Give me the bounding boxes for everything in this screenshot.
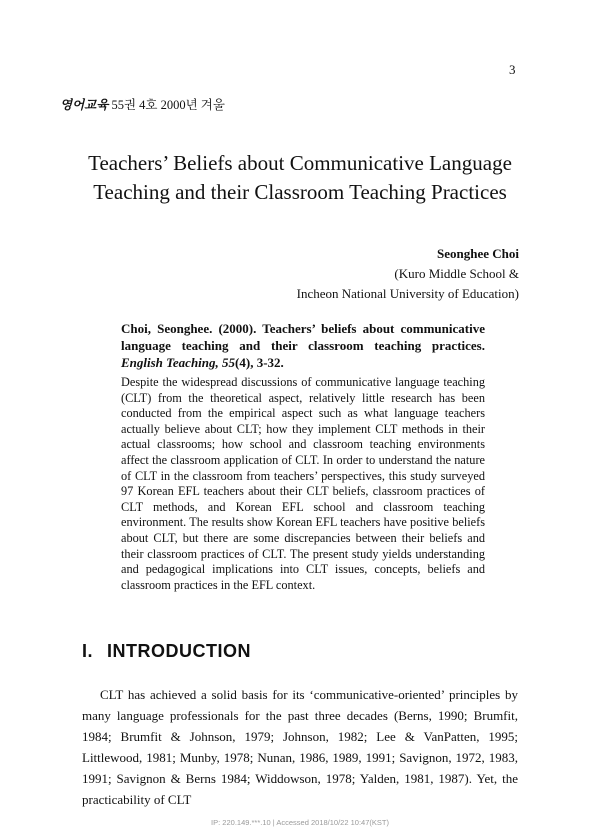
journal-header: [60, 95, 225, 113]
author-affiliation-line-1: (Kuro Middle School &: [394, 266, 519, 281]
journal-issue: 55권 4호 2000년 겨울: [111, 98, 225, 112]
citation-issue-pages: (4), 3-32.: [235, 355, 284, 370]
paper-title-line-1: Teachers’ Beliefs about Communicative Language: [88, 151, 512, 175]
author-block: [297, 244, 519, 304]
section-number: I.: [82, 641, 94, 661]
citation: [121, 320, 485, 371]
section-heading-introduction: [82, 641, 251, 662]
access-footer: IP: 220.149.***.10 | Accessed 2018/10/22 10:47(KST): [211, 818, 389, 827]
page-number: 3: [509, 62, 516, 77]
citation-prefix: Choi, Seonghee. (2000). Teachers’ beliefs about communicative language teaching and their classroom teaching practices.: [121, 321, 485, 353]
paper-title: [60, 149, 540, 207]
introduction-paragraph: CLT has achieved a solid basis for its ‘communicative-oriented’ principles by many language professionals for the past three decades (Berns, 1990; Brumfit, 1984; Brumfit & Johnson, 1979; Johnson, 1982; Lee & VanPatten, 1995; Littlewood, 1981; Munby, 1978; Nunan, 1986, 1989, 1991; Savignon, 1972, 1983, 1991; Savignon & Berns 1984; Widdowson, 1978; Yalden, 1981, 1987). Yet, the practicability of CLT: [82, 687, 518, 807]
author-name: Seonghee Choi: [437, 246, 519, 261]
citation-journal: English Teaching,: [121, 355, 219, 370]
abstract: Despite the widespread discussions of communicative language teaching (CLT) from the theoretical aspect, relatively little research has been conducted from the empirical aspect such as what language teachers actually believe about CLT; how they implement CLT methods in their actual classrooms; how school and classroom teaching environments affect the classroom application of CLT. In order to understand the nature of CLT in the classroom from teachers’ perspectives, this study surveyed 97 Korean EFL teachers about their CLT beliefs, classroom practices of CLT methods, and Korean EFL school and classroom teaching environment. The results show Korean EFL teachers have positive beliefs about CLT, but there are some discrepancies between their beliefs and their classroom practices of CLT. The present study yields understanding and pedagogical implications into CLT issues, concepts, beliefs and classroom practices in the EFL context.: [121, 375, 485, 592]
citation-volume: 55: [222, 355, 236, 370]
journal-name: 영어교육: [60, 98, 109, 112]
paper-title-line-2: Teaching and their Classroom Teaching Practices: [93, 180, 507, 204]
section-title: INTRODUCTION: [107, 641, 252, 661]
author-affiliation-line-2: Incheon National University of Education): [296, 286, 519, 301]
